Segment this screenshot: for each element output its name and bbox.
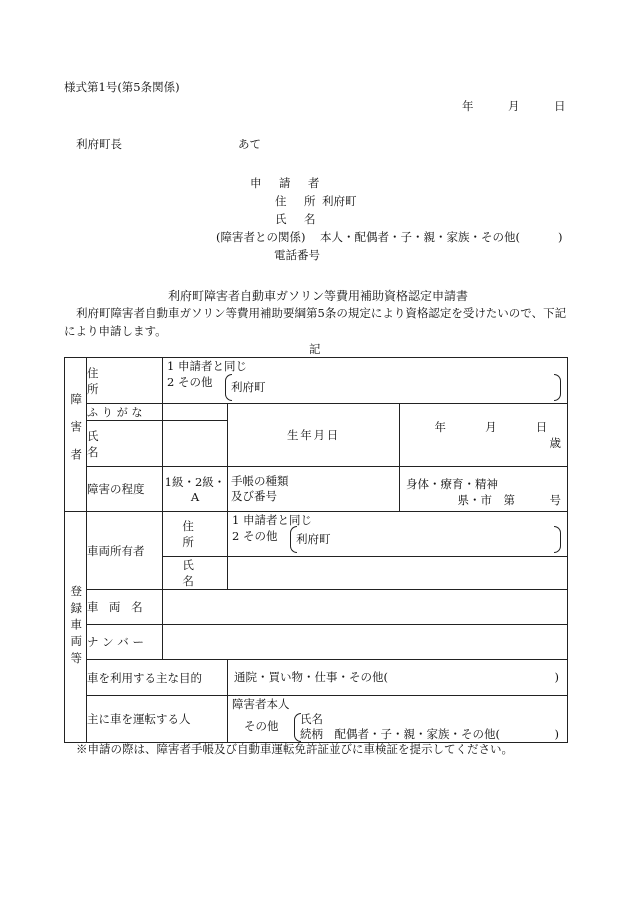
owner-name-cell[interactable] bbox=[228, 557, 568, 590]
driver-relation[interactable]: 続柄 配偶者・子・親・家族・その他( bbox=[300, 727, 500, 741]
degree-label-cell bbox=[87, 467, 163, 512]
notebook-value-cell[interactable] bbox=[400, 467, 568, 512]
owner-town: 利府町 bbox=[296, 532, 331, 546]
form-number: 様式第1号(第5条関係) bbox=[64, 80, 180, 94]
notebook-label-cell bbox=[228, 467, 400, 512]
purpose-cell[interactable] bbox=[228, 660, 568, 696]
birth-value-cell[interactable] bbox=[400, 404, 568, 467]
section-vehicle-label: 登録車両等 bbox=[69, 585, 84, 669]
purpose-options[interactable]: 通院・買い物・仕事・その他( bbox=[234, 670, 388, 684]
birth-ymd: 年 月 日 bbox=[434, 420, 562, 434]
address-bracket-right bbox=[554, 374, 561, 401]
name-label-cell bbox=[87, 421, 163, 467]
document-title: 利府町障害者自動車ガソリン等費用補助資格認定申請書 bbox=[168, 289, 469, 303]
birth-label: 生年月日 bbox=[287, 428, 340, 442]
address-town: 利府町 bbox=[231, 380, 266, 394]
age-unit: 歳 bbox=[549, 436, 562, 450]
vehicle-name-cell[interactable] bbox=[163, 590, 568, 625]
addressee-name: 利府町長 bbox=[76, 137, 122, 151]
date-year-label: 年 bbox=[462, 99, 474, 113]
driver-other[interactable]: その他 bbox=[244, 719, 279, 733]
applicant-label: 申 請 者 bbox=[250, 176, 327, 190]
owner-option-1[interactable]: 1 申請者と同じ bbox=[232, 513, 312, 527]
vehicle-name-label-cell bbox=[87, 590, 163, 625]
owner-address-label-cell bbox=[163, 512, 228, 557]
address-cell[interactable] bbox=[163, 358, 568, 404]
owner-name-label-cell bbox=[163, 557, 228, 590]
plate-label: ナ ン バ ー bbox=[87, 635, 144, 649]
driver-cell[interactable] bbox=[228, 696, 568, 743]
furigana-label-cell bbox=[87, 404, 163, 421]
plate-label-cell bbox=[87, 625, 163, 660]
owner-label: 車両所有者 bbox=[87, 543, 145, 558]
address-label: 住 所 bbox=[87, 365, 124, 396]
notebook-types[interactable]: 身体・療育・精神 bbox=[406, 477, 498, 491]
degree-value-cell[interactable] bbox=[163, 467, 228, 512]
vehicle-name-label: 車 両 名 bbox=[87, 600, 147, 614]
applicant-name-label: 氏 名 bbox=[275, 212, 323, 226]
section-disabled bbox=[65, 358, 87, 512]
application-form-table bbox=[64, 357, 568, 743]
address-label-cell bbox=[87, 358, 163, 404]
name-value-cell[interactable] bbox=[163, 421, 228, 467]
notebook-number: 県・市 第 号 bbox=[457, 493, 562, 507]
name-label: 氏 名 bbox=[87, 428, 124, 459]
owner-name-label: 氏 名 bbox=[182, 558, 208, 588]
driver-close: ) bbox=[554, 727, 560, 741]
section-disabled-label: 障害者 bbox=[69, 393, 84, 476]
degree-value[interactable]: 1級・2級・A bbox=[164, 475, 226, 504]
date-day-label: 日 bbox=[554, 99, 566, 113]
degree-label: 障害の程度 bbox=[87, 482, 145, 496]
footnote: ※申請の際は、障害者手帳及び自動車運転免許証並びに車検証を提示してください。 bbox=[76, 742, 513, 756]
applicant-address-label: 住 所 bbox=[275, 194, 323, 208]
notebook-label-2: 及び番号 bbox=[231, 489, 277, 503]
purpose-close: ) bbox=[554, 670, 560, 684]
date-month-label: 月 bbox=[508, 99, 520, 113]
owner-option-2[interactable]: 2 その他 bbox=[232, 529, 278, 543]
purpose-label: 車を利用する主な目的 bbox=[87, 670, 202, 685]
furigana-label: ふりがな bbox=[87, 406, 147, 419]
body-line-2: により申請します。 bbox=[64, 324, 167, 338]
applicant-relation-options: 本人・配偶者・子・親・家族・その他( bbox=[320, 230, 520, 244]
address-option-2[interactable]: 2 その他 bbox=[167, 375, 213, 389]
driver-label-cell bbox=[87, 696, 228, 743]
furigana-value-cell[interactable] bbox=[163, 404, 228, 421]
owner-address-cell[interactable] bbox=[228, 512, 568, 557]
body-line-1: 利府町障害者自動車ガソリン等費用補助要綱第5条の規定により資格認定を受けたいので、下記 bbox=[76, 306, 567, 320]
purpose-label-cell bbox=[87, 660, 228, 696]
applicant-relation-label: (障害者との関係) bbox=[216, 230, 306, 244]
section-vehicle bbox=[65, 512, 87, 743]
owner-label-cell bbox=[87, 512, 163, 590]
applicant-phone-label: 電話番号 bbox=[274, 248, 320, 262]
birth-label-cell bbox=[228, 404, 400, 467]
ki-label: 記 bbox=[309, 342, 321, 356]
applicant-address-value: 利府町 bbox=[322, 194, 357, 208]
owner-address-label: 住 所 bbox=[182, 519, 208, 549]
driver-name: 氏名 bbox=[300, 712, 323, 726]
applicant-relation-close: ) bbox=[558, 230, 563, 244]
address-option-1[interactable]: 1 申請者と同じ bbox=[167, 359, 247, 373]
plate-cell[interactable] bbox=[163, 625, 568, 660]
driver-label: 主に車を運転する人 bbox=[87, 712, 191, 726]
owner-bracket-right bbox=[554, 526, 561, 553]
addressee-ate: あて bbox=[238, 137, 261, 151]
driver-self[interactable]: 障害者本人 bbox=[232, 697, 290, 711]
notebook-label-1: 手帳の種類 bbox=[231, 474, 289, 488]
